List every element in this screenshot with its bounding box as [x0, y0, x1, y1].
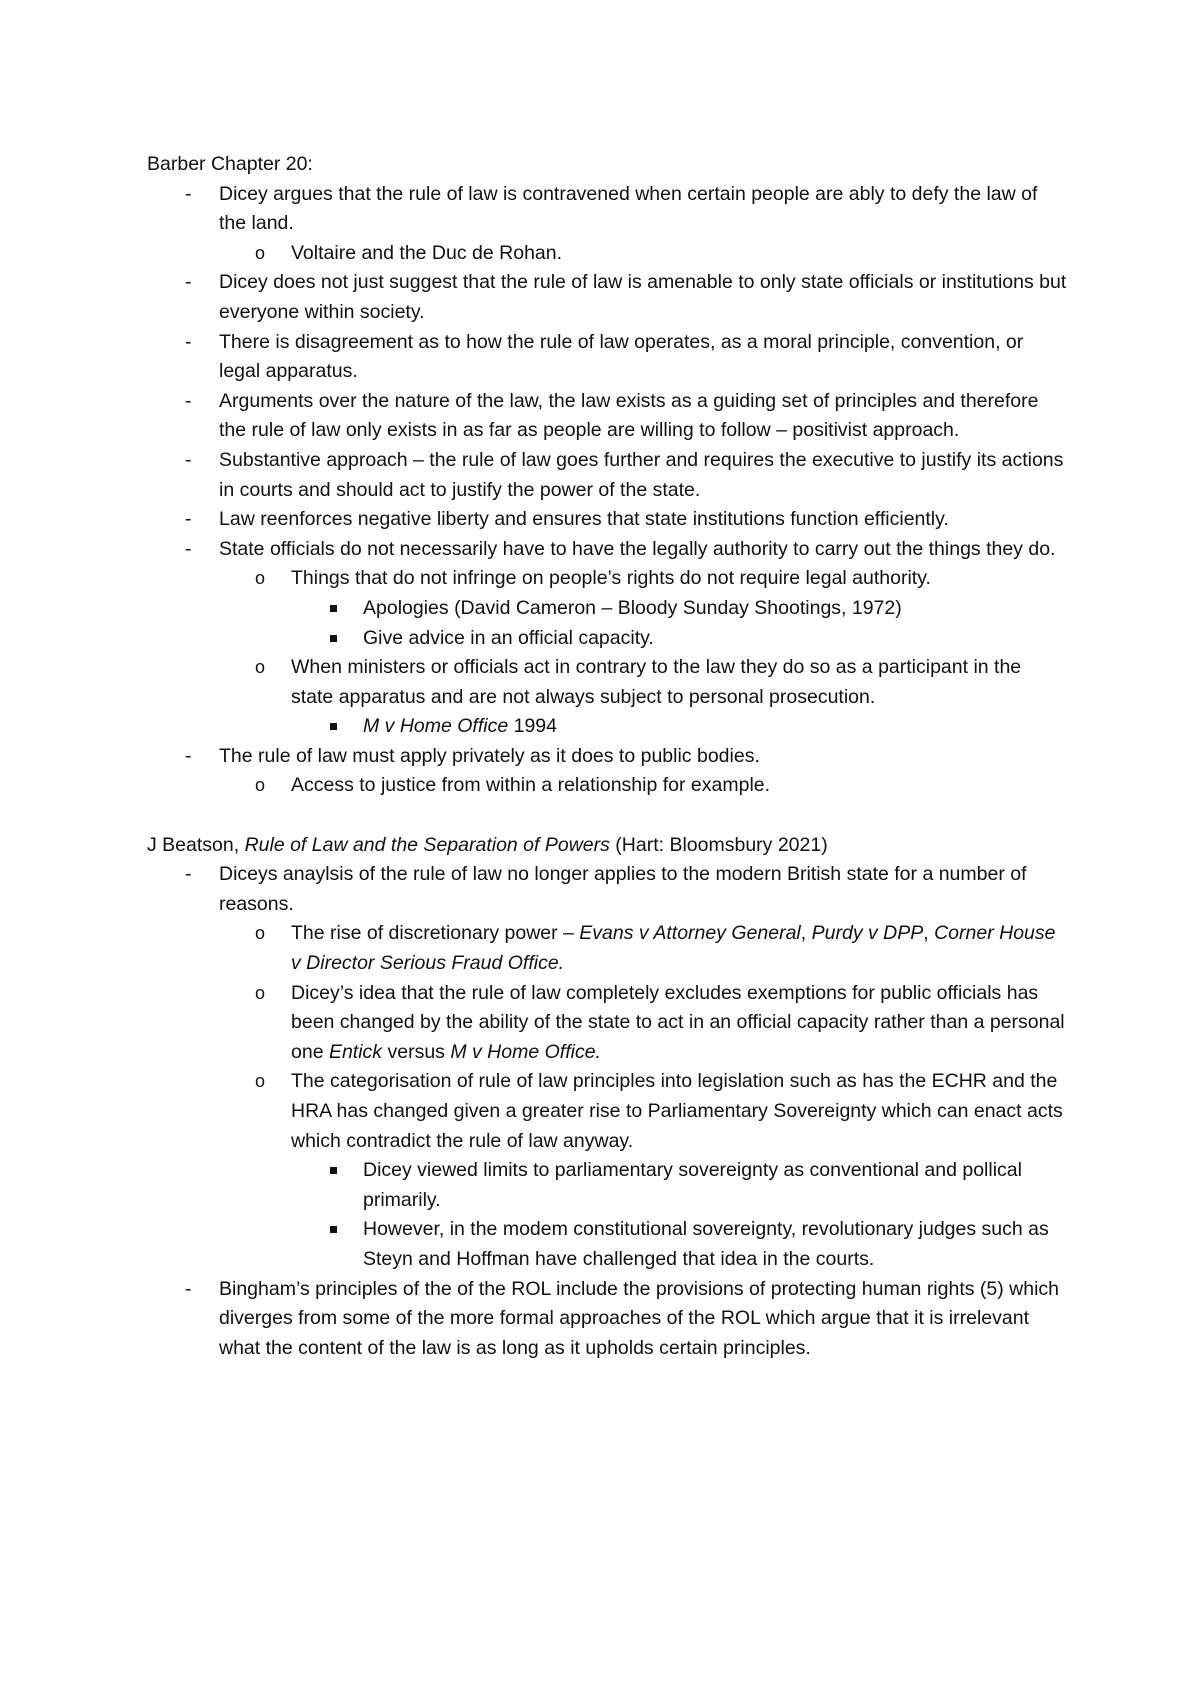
list-item [147, 594, 1067, 624]
circle-bullet-icon: o [255, 1071, 266, 1092]
circle-bullet-icon: o [255, 923, 266, 944]
dash-bullet-icon: - [185, 182, 192, 205]
text-run: J Beatson, [147, 833, 245, 856]
section-list-barber [147, 180, 1067, 801]
list-item-text [291, 774, 770, 796]
text-run: Dicey does not just suggest that the rule of law is amenable to only state officials or institutions but everyone within society. [219, 271, 1067, 323]
circle-bullet-icon: o [255, 242, 266, 263]
text-run: Dicey viewed limits to parliamentary sovereignty as conventional and pollical primarily. [363, 1159, 1022, 1211]
text-run: Diceys anaylsis of the rule of law no longer applies to the modern British state for a number of reasons. [219, 863, 1027, 915]
text-run: The categorisation of rule of law principles into legislation such as has the ECHR and the HRA has changed given a greater rise to Parliamentary Sovereignty which can enact acts which contradict the rule of law anyway. [291, 1070, 1063, 1152]
section-heading-barber: Barber Chapter 20: [147, 153, 313, 175]
text-run: Give advice in an official capacity. [363, 626, 654, 649]
text-run: 1994 [508, 715, 558, 738]
dash-bullet-icon: - [185, 1277, 192, 1300]
text-run: Voltaire and the Duc de Rohan. [291, 241, 563, 264]
list-item [147, 712, 1067, 742]
list-item-text [291, 1070, 1063, 1151]
dash-bullet-icon: - [185, 744, 192, 767]
list-item [147, 1275, 1067, 1364]
list-item [147, 1067, 1067, 1156]
list-item [147, 1215, 1067, 1274]
text-run: Substantive approach – the rule of law goes further and requires the executive to justify its actions in courts and should act to justify the power of the state. [219, 448, 1064, 501]
circle-bullet-icon: o [255, 775, 266, 796]
list-item [147, 860, 1067, 919]
text-run: When ministers or officials act in contrary to the law they do so as a participant in the state apparatus and are not always subject to personal prosecution. [291, 656, 1022, 708]
text-run: , [800, 922, 812, 945]
text-run: Arguments over the nature of the law, the law exists as a guiding set of principles and therefore the rule of law only exists in as far as people are willing to follow – positivist approach. [219, 389, 1039, 442]
list-item-text [219, 271, 1066, 323]
text-run: State officials do not necessarily have to have the legally authority to carry out the things they do. [219, 537, 1056, 560]
square-bullet-icon [330, 635, 337, 642]
text-run: Law reenforces negative liberty and ensures that state institutions function efficiently. [219, 508, 949, 531]
list-item-text [219, 538, 1055, 560]
list-item [147, 1156, 1067, 1215]
list-item-text [291, 982, 1065, 1063]
list-item [147, 446, 1067, 505]
italic-text: M v Home Office [363, 715, 509, 738]
list-item [147, 328, 1067, 387]
list-item [147, 505, 1067, 535]
text-run: Bingham’s principles of the of the ROL include the provisions of protecting human rights (5) which diverges from some of the more formal approaches of the ROL which argue that it is irrelevant what the content of the law is as long as it upholds certain principles. [219, 1277, 1060, 1359]
list-item-text [219, 331, 1023, 383]
list-item-text [291, 242, 562, 264]
text-run: Dicey argues that the rule of law is contravened when certain people are ably to defy the law of the land. [219, 182, 1038, 235]
circle-bullet-icon: o [255, 982, 266, 1003]
list-item-text [219, 183, 1037, 235]
list-item [147, 624, 1067, 654]
dash-bullet-icon: - [185, 508, 192, 531]
list-item-text [219, 863, 1027, 915]
text-run: The rise of discretionary power – [291, 922, 580, 945]
square-bullet-icon [330, 605, 337, 612]
text-run: Things that do not infringe on people’s rights do not require legal authority. [291, 567, 931, 590]
circle-bullet-icon: o [255, 657, 266, 678]
list-item [147, 771, 1067, 801]
list-item-text [219, 390, 1038, 442]
square-bullet-icon [330, 1167, 337, 1174]
list-item-text [363, 597, 902, 619]
list-item-text [219, 449, 1063, 501]
italic-text: Purdy v DPP [811, 922, 924, 945]
text-run: Apologies (David Cameron – Bloody Sunday Shootings, 1972) [363, 596, 902, 619]
list-item [147, 239, 1067, 269]
dash-bullet-icon: - [185, 389, 192, 412]
circle-bullet-icon: o [255, 568, 266, 589]
list-item [147, 180, 1067, 239]
list-item-text [219, 1278, 1059, 1359]
square-bullet-icon [330, 723, 337, 730]
document-body [147, 150, 1067, 1363]
list-item [147, 535, 1067, 565]
text-run: Dicey’s idea that the rule of law completely excludes exemptions for public officials has been changed by the ability of the state to act in an official capacity rather than a personal one [291, 981, 1065, 1063]
list-item [147, 564, 1067, 594]
section-list-beatson [147, 860, 1067, 1363]
list-item [147, 653, 1067, 712]
list-item-text [363, 715, 557, 737]
list-item-text [363, 1218, 1049, 1270]
list-item [147, 387, 1067, 446]
list-item-text [363, 1159, 1022, 1211]
text-run: The rule of law must apply privately as it does to public bodies. [219, 744, 760, 767]
dash-bullet-icon: - [185, 330, 192, 353]
italic-text: Rule of Law and the Separation of Powers [244, 833, 610, 856]
text-run: However, in the modem constitutional sovereignty, revolutionary judges such as Steyn and Hoffman have challenged that idea in the courts. [363, 1218, 1049, 1270]
list-item [147, 919, 1067, 978]
text-run: Access to justice from within a relationship for example. [291, 774, 771, 797]
section-heading-beatson [147, 831, 1067, 861]
list-item-text [291, 922, 1055, 974]
list-item-text [363, 627, 654, 649]
italic-text: Evans v Attorney General [579, 922, 801, 945]
section-spacer [147, 801, 1067, 831]
text-run: (Hart: Bloomsbury 2021) [609, 833, 828, 856]
square-bullet-icon [330, 1226, 337, 1233]
dash-bullet-icon: - [185, 448, 192, 471]
dash-bullet-icon: - [185, 863, 192, 886]
dash-bullet-icon: - [185, 271, 192, 294]
italic-text: M v Home Office. [450, 1040, 601, 1063]
text-run: , [923, 922, 935, 945]
text-run: versus [382, 1040, 451, 1063]
list-item-text [219, 508, 949, 530]
italic-text: Entick [328, 1040, 383, 1063]
list-item-text [291, 656, 1021, 708]
text-run: There is disagreement as to how the rule of law operates, as a moral principle, convention, or legal apparatus. [219, 330, 1024, 383]
italic-text: Corner House v Director Serious Fraud Office. [291, 922, 1056, 975]
list-item [147, 979, 1067, 1068]
list-item-text [291, 567, 931, 589]
dash-bullet-icon: - [185, 537, 192, 560]
list-item-text [219, 745, 760, 767]
list-item [147, 268, 1067, 327]
list-item [147, 742, 1067, 772]
